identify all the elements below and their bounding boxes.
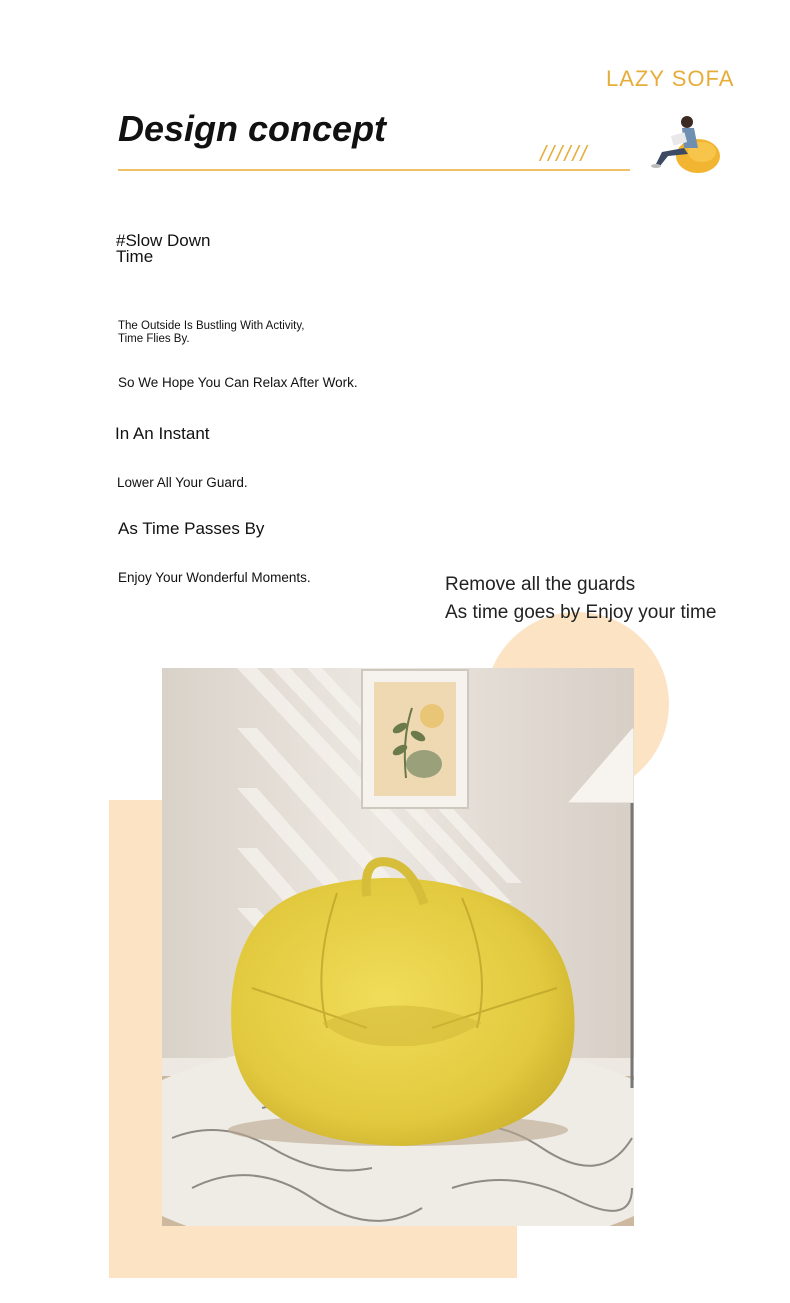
enjoy-text: Enjoy Your Wonderful Moments. (118, 570, 311, 585)
page-title: Design concept (118, 108, 387, 149)
person-reading-on-beanbag-icon (642, 112, 726, 176)
yellow-beanbag-sofa-photo (162, 668, 634, 1226)
guard-text: Lower All Your Guard. (117, 475, 248, 490)
decorative-slashes: ////// (540, 141, 589, 166)
intro-paragraph (118, 320, 338, 346)
time-passes-heading: As Time Passes By (118, 519, 265, 538)
title-underline (118, 169, 630, 171)
intro-line-2: Time Flies By. (118, 333, 190, 345)
tagline-line-1: #Slow Down (116, 231, 211, 250)
relax-text: So We Hope You Can Relax After Work. (118, 375, 358, 390)
instant-heading: In An Instant (115, 424, 210, 443)
quote-line-1: Remove all the guards (445, 574, 636, 595)
brand-label: LAZY SOFA (606, 66, 735, 91)
slow-down-tagline (116, 233, 236, 265)
quote-line-2: As time goes by Enjoy your time (445, 602, 717, 623)
intro-line-1: The Outside Is Bustling With Activity, (118, 320, 305, 332)
tagline-line-2: Time (116, 247, 154, 266)
